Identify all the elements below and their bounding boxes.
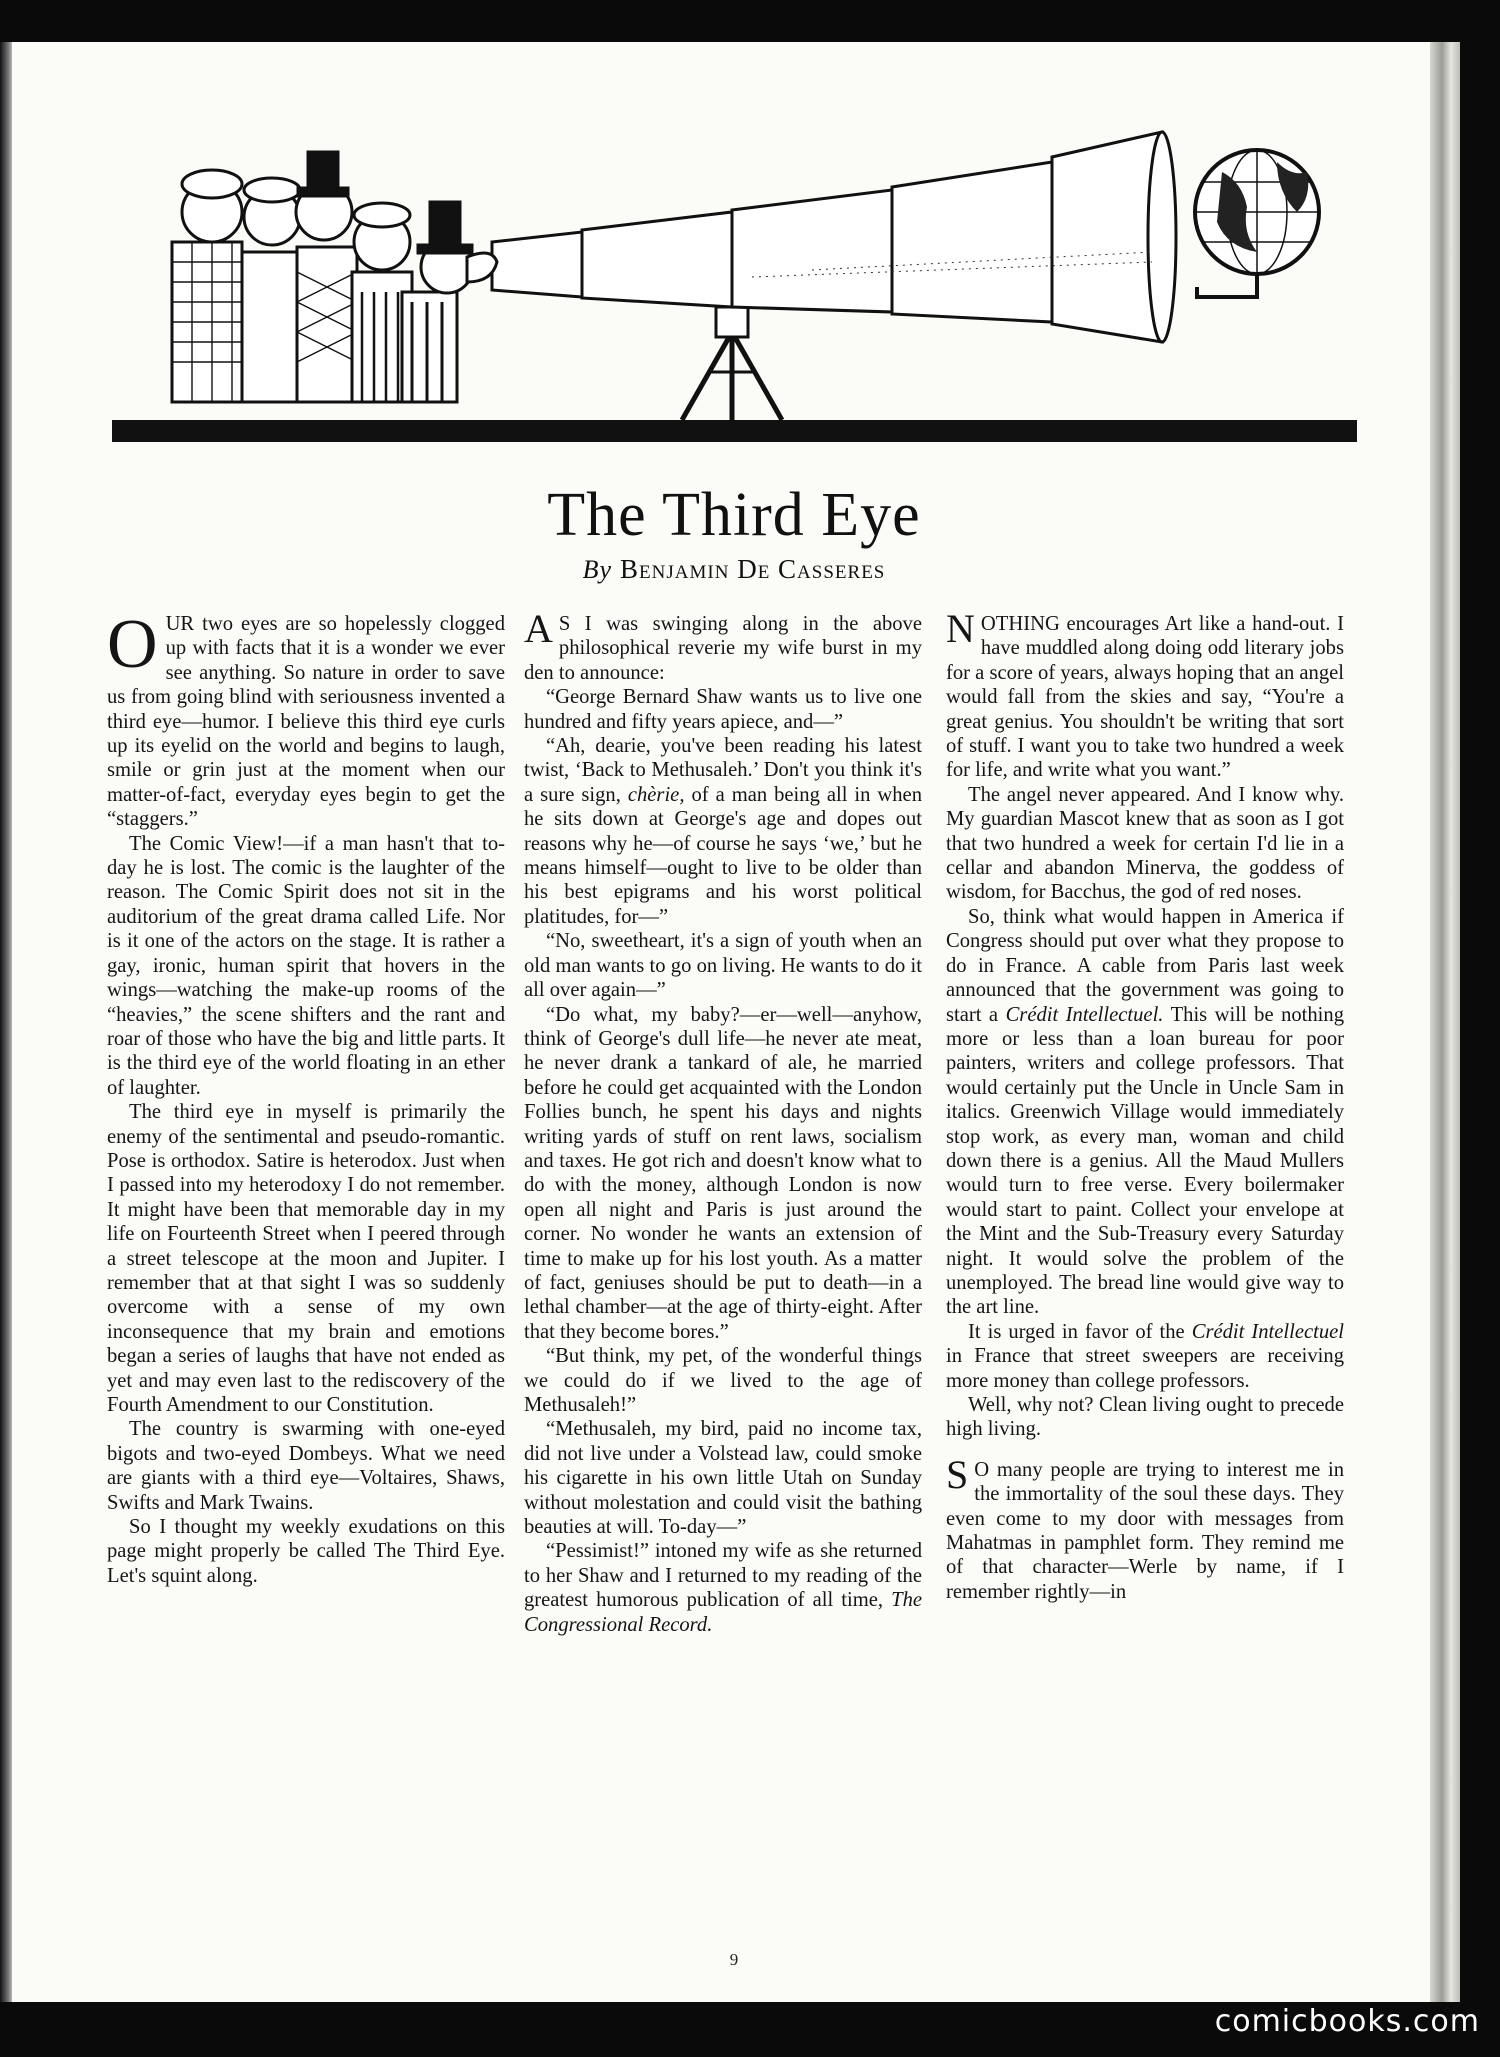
paragraph <box>107 606 505 832</box>
paragraph-text-rest: of a man being all in when he sits down at George's age and dopes out reasons why he—of course he says ‘we,’ but he means himself—ought to live to be older than his best epigrams and his worst political platitudes, for—” <box>524 783 922 928</box>
column-2 <box>524 606 922 1637</box>
paragraph <box>524 734 922 929</box>
paragraph-text: So, think what would happen in America if Congress should put over what they propose to do in France. A cable from Paris last week announced that the government was going to start a <box>946 905 1344 1026</box>
paragraph-text: S I was swinging along in the above philosophical reverie my wife burst in my den to announce: <box>524 613 922 684</box>
page-number: 9 <box>729 1950 739 1969</box>
paragraph <box>107 1417 505 1515</box>
paragraph <box>524 1344 922 1417</box>
paragraph-text: UR two eyes are so hopelessly clogged up with facts that it is a wonder we ever see anything. So nature in order to save us from going blind with seriousness invented a third eye—humor. I believe this third eye curls up its eyelid on the world and begins to laugh, smile or grin just at the moment when our matter-of-fact, everyday eyes begin to get the “staggers.” <box>107 613 505 831</box>
paragraph <box>946 1320 1344 1393</box>
italic-phrase: The Congressional Record. <box>524 1589 922 1636</box>
paragraph-text: “Pessimist!” intoned my wife as she returned to her Shaw and I returned to my reading of the greatest humorous publication of all time, <box>524 1540 922 1612</box>
author-name: Benjamin De Casseres <box>620 554 886 584</box>
paragraph-text: “Ah, dearie, you've been reading his latest twist, ‘Back to Methusaleh.’ Don't you think it's a sure sign, <box>524 735 922 806</box>
paragraph <box>107 832 505 1100</box>
paragraph <box>524 929 922 1002</box>
paragraph <box>524 1003 922 1345</box>
paragraph-text-rest: This will be nothing more or less than a loan bureau for poor painters, writers and college professors. That would certainly put the Uncle in Uncle Sam in italics. Greenwich Village would immediately stop work, as every man, woman and child down there is a genius. All the Maud Mullers would turn to free verse. Every boilermaker would start to paint. Collect your envelope at the Mint and the Sub-Treasury every Saturday night. It would solve the problem of the unemployed. The bread line would give way to the art line. <box>946 1003 1344 1319</box>
paragraph <box>946 1451 1344 1604</box>
paragraph <box>107 1515 505 1588</box>
page-stack-edge <box>1430 42 1460 2002</box>
paragraph <box>946 606 1344 783</box>
paragraph-text: “But think, my pet, of the wonderful things we could do if we lived to the age of Methusaleh!” <box>524 1345 922 1416</box>
paragraph <box>946 1393 1344 1442</box>
paragraph-text: Well, why not? Clean living ought to precede high living. <box>946 1394 1344 1441</box>
paragraph-text: O many people are trying to interest me in the immortality of the soul these days. They even come to my door with messages from Mahatmas in pamphlet form. They remind me of that character—Werle by name, if I remember rightly—in <box>946 1458 1344 1603</box>
paragraph-text: The angel never appeared. And I know why. My guardian Mascot knew that as soon as I got that two hundred a week for certain I'd lie in a cellar and abandon Minerva, the goddess of wisdom, for Bacchus, the god of red noses. <box>946 783 1344 904</box>
magazine-page <box>12 42 1456 2002</box>
drop-cap: O <box>107 606 158 683</box>
italic-phrase: chèrie, <box>627 783 685 806</box>
telescope-illustration <box>112 102 1357 452</box>
article-title: The Third Eye <box>547 481 921 549</box>
paragraph <box>524 685 922 734</box>
watermark: comicbooks.com <box>1214 2004 1480 2039</box>
paragraph <box>524 1417 922 1539</box>
paragraph-text: OTHING encourages Art like a hand-out. I have muddled along doing odd literary jobs for a score of years, always hoping that an angel would fall from the skies and say, “You're a great genius. You shouldn't be writing that sort of stuff. I want you to take two hundred a week for life, and write what you want.” <box>946 613 1344 782</box>
italic-phrase: Crédit Intellectuel. <box>1005 1003 1164 1026</box>
paragraph-text: “Methusaleh, my bird, paid no income tax, did not live under a Volstead law, could smoke his cigarette in his own little Utah on Sunday without molestation and could visit the bathing beauties at will. To-day—” <box>524 1418 922 1539</box>
paragraph <box>107 1100 505 1417</box>
paragraph <box>946 905 1344 1320</box>
byline-prefix: By <box>582 555 613 584</box>
paragraph-text: The third eye in myself is primarily the enemy of the sentimental and pseudo-romantic. Pose is orthodox. Satire is heterodox. Just when I passed into my heterodoxy I do not remember. It might have been that memorable day in my life on Fourteenth Street when I peered through a street telescope at the moon and Jupiter. I remember that at that sight I was so suddenly overcome with a sense of my own inconsequence that my brain and emotions began a series of laughs that have not ended as yet and may even last to the rediscovery of the Fourth Amendment to our Constitution. <box>107 1101 505 1416</box>
drop-cap: S <box>946 1451 969 1497</box>
drop-cap: N <box>946 606 975 651</box>
paragraph-text: So I thought my weekly exudations on this page might properly be called The Third Eye. Let's squint along. <box>107 1516 505 1587</box>
paragraph-text: It is urged in favor of the <box>968 1320 1185 1343</box>
paragraph <box>946 783 1344 905</box>
paragraph-text: The Comic View!—if a man hasn't that to-day he is lost. The comic is the laughter of the reason. The Comic Spirit does not sit in the auditorium of the great drama called Life. Nor is it one of the actors on the stage. It is rather a gay, ironic, human spirit that hovers in the wings—watching the make-up rooms of the “heavies,” the scene shifters and the rant and roar of those who have the big and little parts. It is the third eye of the world floating in an ether of laughter. <box>107 832 505 1099</box>
italic-phrase: Crédit Intellectuel <box>1191 1320 1344 1343</box>
paragraph-text: The country is swarming with one-eyed bigots and two-eyed Dombeys. What we need are giants with a third eye—Voltaires, Shaws, Swifts and Mark Twains. <box>107 1418 505 1514</box>
byline <box>12 554 1456 585</box>
paragraph-text: “Do what, my baby?—er—well—anyhow, think of George's dull life—he never ate meat, he never drank a tankard of ale, he married before he could get acquainted with the London Follies bunch, he spent his days and nights writing yards of stuff on rent laws, socialism and taxes. He got rich and doesn't know what to do with the money, although London is now open all night and Paris is just around the corner. No wonder he wants an extension of time to make up for his lost youth. As a matter of fact, geniuses should be put to death—in a lethal chamber—at the age of thirty-eight. After that they become bores.” <box>524 1003 922 1343</box>
paragraph-text: “George Bernard Shaw wants us to live one hundred and fifty years apiece, and—” <box>524 686 922 733</box>
drop-cap: A <box>524 606 553 651</box>
paragraph-text-rest: in France that street sweepers are receiving more money than college professors. <box>946 1345 1344 1392</box>
column-3 <box>946 606 1344 1604</box>
paragraph <box>524 606 922 685</box>
column-1 <box>107 606 505 1588</box>
paragraph-text: “No, sweetheart, it's a sign of youth when an old man wants to go on living. He wants to do it all over again—” <box>524 930 922 1002</box>
paragraph <box>524 1539 922 1637</box>
